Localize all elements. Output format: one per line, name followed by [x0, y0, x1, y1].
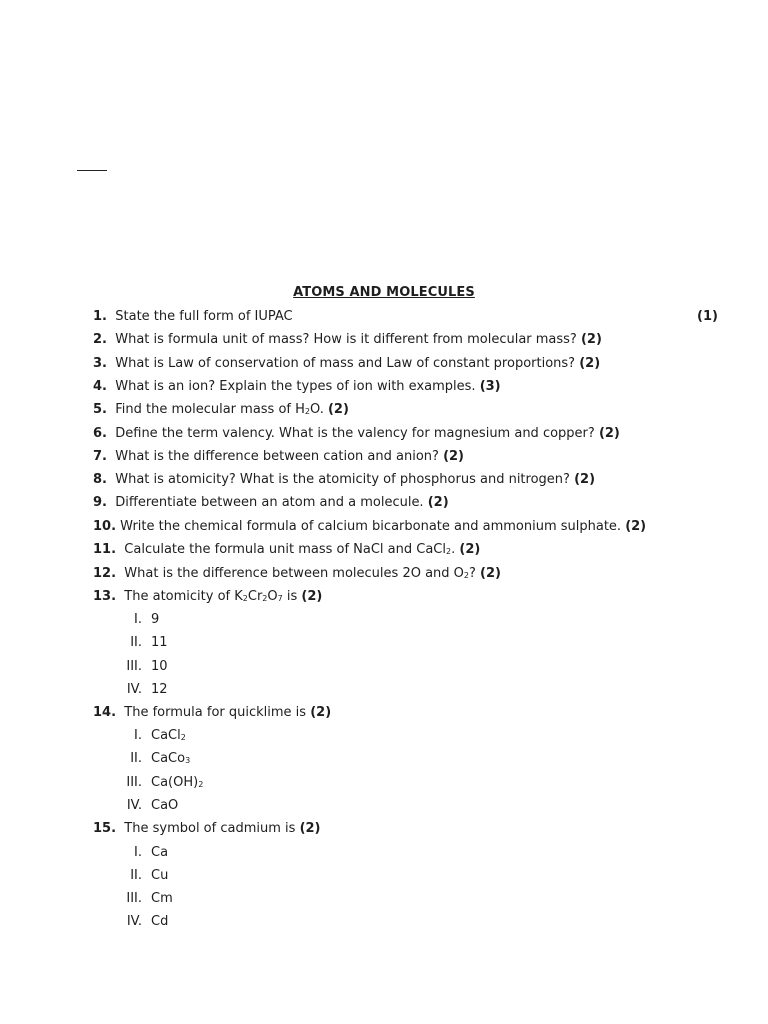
question-marks: (2)	[310, 705, 332, 720]
question-text: Write the chemical formula of calcium bicarbonate and ammonium sulphate.	[120, 519, 622, 534]
option-numeral: IV.	[126, 914, 142, 929]
question-text: What is formula unit of mass? How is it different from molecular mass?	[115, 332, 577, 347]
option-value: Cu	[151, 868, 169, 883]
question-marks: (1)	[697, 309, 718, 324]
question-marks: (2)	[427, 495, 449, 510]
question-text: Cr	[247, 589, 263, 604]
question-marks: (2)	[327, 402, 349, 417]
question-text: What is atomicity? What is the atomicity of phosphorus and nitrogen?	[115, 472, 570, 487]
question-5	[93, 402, 349, 418]
question-number: 14.	[93, 705, 117, 720]
question-number: 15.	[93, 821, 117, 836]
subscript: 2	[446, 547, 452, 556]
question-1	[93, 309, 718, 325]
question-7	[93, 449, 464, 465]
option-value: CaCl$_2$	[151, 728, 186, 743]
question-marks: (2)	[580, 332, 602, 347]
question-9	[93, 495, 449, 511]
option-value: 10	[151, 659, 168, 674]
subscript: 2	[242, 594, 248, 603]
question-number: 3.	[93, 356, 107, 371]
question-marks: (2)	[459, 542, 481, 557]
question-marks: (2)	[443, 449, 464, 464]
option-numeral: I.	[134, 728, 142, 743]
question-number: 8.	[93, 472, 107, 487]
question-3	[93, 356, 600, 372]
option-numeral: I.	[134, 612, 142, 627]
question-text: Calculate the formula unit mass of NaCl and CaCl	[124, 542, 446, 557]
question-marks: (2)	[299, 821, 321, 836]
subscript: 2	[463, 571, 469, 580]
question-number: 4.	[93, 379, 107, 394]
question-text: What is the difference between cation and anion?	[115, 449, 439, 464]
option-value: CaO	[151, 798, 179, 813]
question-text-post: .	[451, 542, 456, 557]
question-text: What is an ion? Explain the types of ion with examples.	[115, 379, 476, 394]
question-number: 2.	[93, 332, 107, 347]
question-number: 9.	[93, 495, 107, 510]
question-number: 1.	[93, 309, 107, 324]
option-value: 11	[151, 635, 168, 650]
subscript: 2	[304, 407, 310, 416]
question-number: 5.	[93, 402, 107, 417]
question-text-post: O.	[310, 402, 324, 417]
question-number: 11.	[93, 542, 117, 557]
question-text: The formula for quicklime is	[124, 705, 307, 720]
question-6	[93, 426, 620, 442]
option-numeral: I.	[134, 845, 142, 860]
question-number: 13.	[93, 589, 117, 604]
question-marks: (2)	[480, 566, 501, 581]
question-15	[93, 821, 321, 837]
question-11	[93, 542, 480, 558]
option-numeral: II.	[130, 635, 142, 650]
option-numeral: IV.	[126, 798, 142, 813]
question-marks: (2)	[579, 356, 601, 371]
option-value: Cd	[151, 914, 169, 929]
question-4	[93, 379, 501, 395]
question-marks: (2)	[574, 472, 596, 487]
question-marks: (3)	[479, 379, 501, 394]
question-13	[93, 589, 322, 605]
question-number: 10.	[93, 519, 117, 534]
option-value: Ca	[151, 845, 169, 860]
question-text: O	[267, 589, 278, 604]
subscript: 7	[277, 594, 283, 603]
question-text: Differentiate between an atom and a molecule.	[115, 495, 424, 510]
question-text: State the full form of IUPAC	[115, 309, 293, 324]
option-value: $Ca(OH)_2$	[151, 775, 204, 790]
question-8	[93, 472, 595, 488]
header-rule	[77, 170, 107, 171]
question-text: The atomicity of K	[124, 589, 243, 604]
question-14	[93, 705, 331, 721]
option-value: Cm	[151, 891, 173, 906]
option-numeral: II.	[130, 868, 142, 883]
page-title: ATOMS AND MOLECULES	[293, 285, 475, 300]
question-text-post: ?	[469, 566, 476, 581]
option-numeral: IV.	[126, 682, 142, 697]
question-number: 12.	[93, 566, 117, 581]
subscript: 2	[262, 594, 268, 603]
option-numeral: III.	[126, 891, 142, 906]
question-marks: (2)	[625, 519, 647, 534]
option-value: 12	[151, 682, 168, 697]
question-marks: (2)	[598, 426, 620, 441]
question-2	[93, 332, 602, 348]
question-12	[93, 566, 501, 582]
question-text: What is Law of conservation of mass and Law of constant proportions?	[115, 356, 576, 371]
question-10	[93, 519, 646, 535]
question-number: 7.	[93, 449, 107, 464]
question-text: The symbol of cadmium is	[124, 821, 296, 836]
question-text: What is the difference between molecules 2O and O	[124, 566, 464, 581]
question-text: is	[282, 589, 298, 604]
question-text: Find the molecular mass of H	[115, 402, 305, 417]
option-numeral: III.	[126, 659, 142, 674]
option-value: 9	[151, 612, 160, 627]
question-text: Define the term valency. What is the valency for magnesium and copper?	[115, 426, 595, 441]
option-value: CaCo$_3$	[151, 751, 191, 766]
question-marks: (2)	[301, 589, 323, 604]
question-number: 6.	[93, 426, 107, 441]
option-numeral: III.	[126, 775, 142, 790]
option-numeral: II.	[130, 751, 142, 766]
